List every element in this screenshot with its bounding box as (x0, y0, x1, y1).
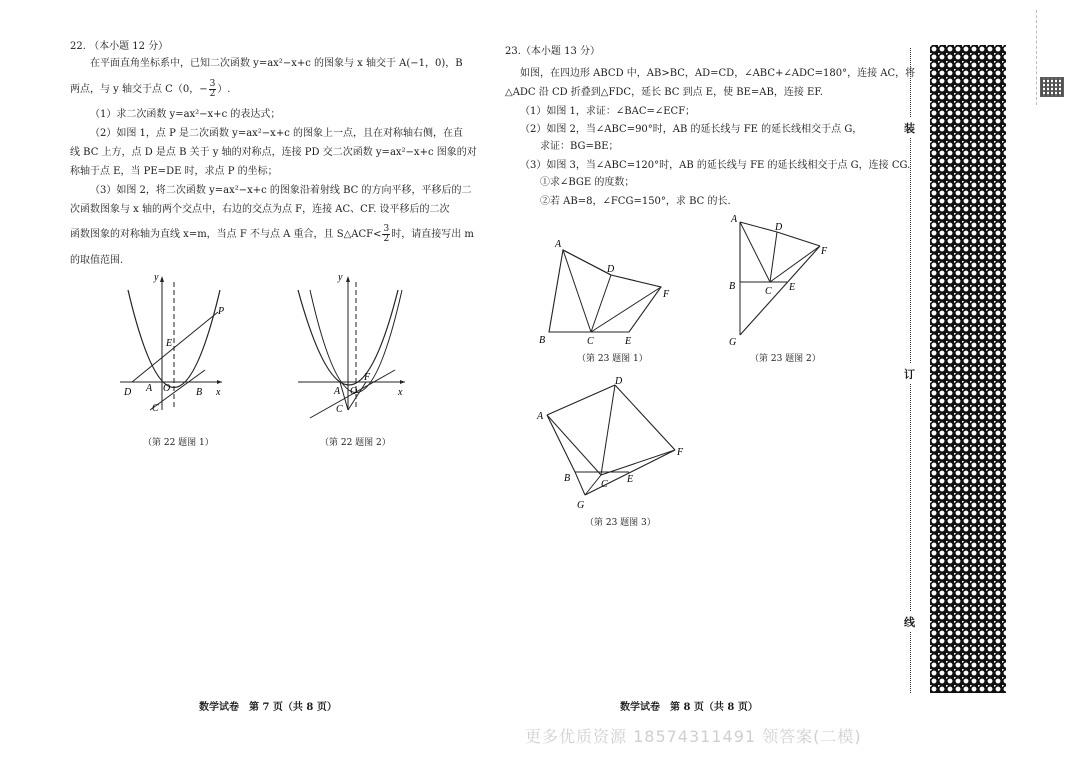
label-o: O (350, 386, 358, 397)
label-f: F (821, 246, 828, 257)
figure-23-2-caption: （第 23 题图 2） (750, 354, 821, 364)
left-page-footer: 数学试卷 第 7 页（共 8 页） (199, 702, 337, 713)
figure-22-1-caption: （第 22 题图 1） (143, 438, 214, 448)
figure-22-2 (290, 270, 415, 420)
label-c: C (152, 403, 159, 414)
figure-23-1-caption: （第 23 题图 1） (577, 354, 648, 364)
binding-char-bottom: 线 (904, 612, 915, 632)
q22-part-3-line-4: 的取值范围. (70, 255, 124, 266)
label-a: A (537, 411, 544, 422)
label-y: y (154, 272, 159, 283)
q22-p3-3b: 时，请直接写出 m (391, 229, 474, 240)
y-axis-arrow (160, 276, 164, 282)
q22-part-1: （1）求二次函数 y=ax²−x+c 的表达式； (90, 109, 281, 120)
segment-ac (740, 222, 770, 282)
x-axis-arrow (400, 380, 405, 384)
segment-gf (740, 246, 820, 335)
q23-intro-line-1: 如图，在四边形 ABCD 中，AB>BC，AD=CD，∠ABC+∠ADC=180°，连接 AC，将 (520, 68, 916, 79)
q23-part-1: （1）如图 1，求证：∠BAC=∠ECF； (520, 106, 696, 117)
q22-intro-line-2 (70, 80, 231, 99)
label-f: F (663, 289, 670, 300)
segment-dc (770, 232, 777, 282)
label-f: F (677, 447, 684, 458)
q22-header: 22. （本小题 12 分） (70, 41, 169, 52)
figure-23-2 (725, 210, 840, 350)
segment-df (615, 385, 675, 450)
q22-part-2-line-1: （2）如图 1，点 P 是二次函数 y=ax²−x+c 的图象上一点，且在对称轴右侧，在直 (90, 128, 463, 139)
binding-char-mid: 订 (904, 364, 915, 384)
label-a: A (146, 383, 153, 394)
segment-df (777, 232, 820, 246)
q22-intro-2a: 两点，与 y 轴交于点 C（0，− (70, 84, 208, 95)
label-b: B (564, 473, 571, 484)
q23-header: 23.（本小题 13 分） (505, 46, 600, 57)
label-x: x (216, 387, 221, 398)
label-a: A (555, 239, 562, 250)
label-e: E (789, 282, 796, 293)
label-b: B (539, 335, 546, 345)
q23-part-3-line-1: （3）如图 3，当∠ABC=120°时，AB 的延长线与 FE 的延长线相交于点 G，连接 CG. (520, 160, 911, 171)
segment-ac (547, 415, 601, 475)
figure-23-3-caption: （第 23 题图 3） (585, 518, 656, 528)
right-page-footer: 数学试卷 第 8 页（共 8 页） (620, 702, 758, 713)
edge-dashed-line (1036, 10, 1037, 105)
segment-cf (770, 246, 820, 282)
label-d: D (607, 264, 615, 275)
fraction-numerator: 3 (383, 224, 390, 234)
label-c: C (765, 286, 772, 297)
label-a: A (731, 214, 738, 225)
q23-part-2-line-2: 求证：BG=BE； (540, 141, 619, 152)
label-p: P (218, 306, 225, 317)
label-f: F (364, 372, 371, 383)
q22-part-3-line-2: 次函数图象与 x 轴的两个交点中，右边的交点为点 F，连接 AC、CF. 设平移后的二次 (70, 204, 450, 215)
segment-cg (585, 475, 601, 495)
label-b: B (196, 387, 203, 398)
label-d: D (615, 376, 623, 387)
figure-23-3 (535, 375, 695, 515)
q23-part-2-line-1: （2）如图 2，当∠ABC=90°时，AB 的延长线与 FE 的延长线相交于点 G， (520, 124, 863, 135)
label-c: C (336, 404, 343, 415)
label-e: E (625, 336, 632, 345)
qr-code-icon (1040, 77, 1064, 97)
segment-dc (591, 275, 611, 332)
segment-ad (740, 222, 777, 232)
fraction-denominator: 2 (209, 89, 216, 99)
y-axis-arrow (346, 276, 350, 282)
q22-part-3-line-3 (70, 225, 474, 244)
label-e: E (627, 474, 634, 485)
label-g: G (577, 500, 585, 511)
q23-intro-line-2: △ADC 沿 CD 折叠到△FDC，延长 BC 到点 E，使 BE=AB，连接 EF. (505, 87, 823, 98)
fraction-three-halves (209, 80, 217, 99)
binding-char-top: 装 (904, 118, 915, 138)
segment-cf (601, 450, 675, 475)
q23-part-3-line-2: ①求∠BGE 的度数； (540, 177, 635, 188)
q22-part-3-line-1: （3）如图 2，将二次函数 y=ax²−x+c 的图象沿着射线 BC 的方向平移，平移后的二 (90, 185, 472, 196)
label-d: D (775, 222, 783, 233)
label-x: x (398, 387, 403, 398)
label-c: C (587, 336, 594, 345)
figure-23-1 (535, 235, 675, 345)
segment-dc (601, 385, 615, 475)
x-axis-arrow (217, 380, 222, 384)
label-d: D (124, 387, 132, 398)
label-g: G (729, 337, 737, 348)
figure-22-1 (110, 270, 230, 420)
label-o: O (163, 383, 171, 394)
fraction-three-halves-2 (382, 225, 390, 244)
figure-22-2-caption: （第 22 题图 2） (320, 438, 391, 448)
q22-intro-line-1: 在平面直角坐标系中，已知二次函数 y=ax²−x+c 的图象与 x 轴交于 A(−1，0)，B (90, 58, 463, 69)
segment-cf (591, 287, 661, 332)
q22-part-2-line-3: 称轴于点 E，当 PE=DE 时，求点 P 的坐标； (70, 166, 278, 177)
q23-part-3-line-3: ②若 AB=8，∠FCG=150°，求 BC 的长. (540, 196, 731, 207)
fraction-denominator: 2 (383, 234, 390, 244)
segment-ad (547, 385, 615, 415)
label-c: C (601, 479, 608, 490)
decorative-border-strip (930, 45, 1006, 693)
segment-ab (547, 415, 575, 472)
segment-bg (575, 472, 585, 495)
label-y: y (338, 272, 343, 283)
watermark-text: 更多优质资源 18574311491 领答案(二模) (525, 727, 862, 746)
label-b: B (729, 281, 736, 292)
label-a: A (334, 386, 341, 397)
fraction-numerator: 3 (209, 79, 216, 89)
q22-part-2-line-2: 线 BC 上方，点 D 是点 B 关于 y 轴的对称点，连接 PD 交二次函数 y=ax²−x+c 图象的对 (70, 147, 477, 158)
q22-intro-2b: ）. (217, 84, 231, 95)
q22-p3-3a: 函数图象的对称轴为直线 x=m，当点 F 不与点 A 重合，且 S△ACF< (70, 229, 382, 240)
label-e: E (166, 338, 173, 349)
